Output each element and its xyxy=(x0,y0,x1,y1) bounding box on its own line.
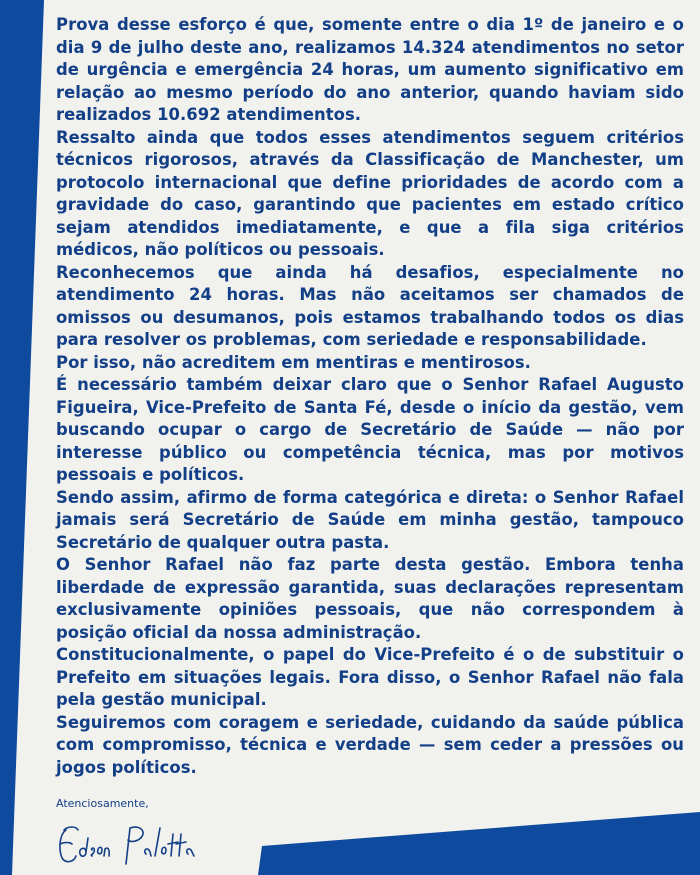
paragraph: Ressalto ainda que todos esses atendimentos seguem critérios técnicos rigorosos, através da Classificação de Manchester, um protocolo internacional que define prioridades de acordo com a gravidade do caso, garantindo que pacientes em estado crítico sejam atendidos imediatamente, e que a fila siga critérios médicos, não políticos ou pessoais. xyxy=(56,127,684,259)
paragraph: É necessário também deixar claro que o Senhor Rafael Augusto Figueira, Vice-Prefeito de Santa Fé, desde o início da gestão, vem buscando ocupar o cargo de Secretário de Saúde — não por interesse público ou competência técnica, mas por motivos pessoais e políticos. xyxy=(56,375,684,484)
paragraph: Prova desse esforço é que, somente entre o dia 1º de janeiro e o dia 9 de julho deste ano, realizamos 14.324 atendimentos no setor de urgência e emergência 24 horas, um aumento significativo em relação ao mesmo período do ano anterior, quando haviam sido realizados 10.692 atendimentos. xyxy=(56,15,684,124)
paragraph: O Senhor Rafael não faz parte desta gestão. Embora tenha liberdade de expressão garantida, suas declarações representam exclusivamente opiniões pessoais, que não correspondem à posição oficial da nossa administração. xyxy=(56,555,684,642)
signature-image xyxy=(52,820,202,868)
paragraph: Reconhecemos que ainda há desafios, especialmente no atendimento 24 horas. Mas não aceitamos ser chamados de omissos ou desumanos, pois estamos trabalhando todos os dias para resolver os problemas, com seriedade e responsabilidade. xyxy=(56,262,684,349)
paragraph: Sendo assim, afirmo de forma categórica e direta: o Senhor Rafael jamais será Secretário de Saúde em minha gestão, tampouco Secretário de qualquer outra pasta. xyxy=(56,487,684,552)
closing-salutation: Atenciosamente, xyxy=(56,797,149,810)
paragraph: Constitucionalmente, o papel do Vice-Prefeito é o de substituir o Prefeito em situações legais. Fora disso, o Senhor Rafael não fala pela gestão municipal. xyxy=(56,645,684,709)
paragraph: Seguiremos com coragem e seriedade, cuidando da saúde pública com compromisso, técnica e verdade — sem ceder a pressões ou jogos políticos. xyxy=(56,712,684,777)
letter-body xyxy=(56,14,684,779)
paragraph: Por isso, não acreditem em mentiras e mentirosos. xyxy=(56,352,531,372)
